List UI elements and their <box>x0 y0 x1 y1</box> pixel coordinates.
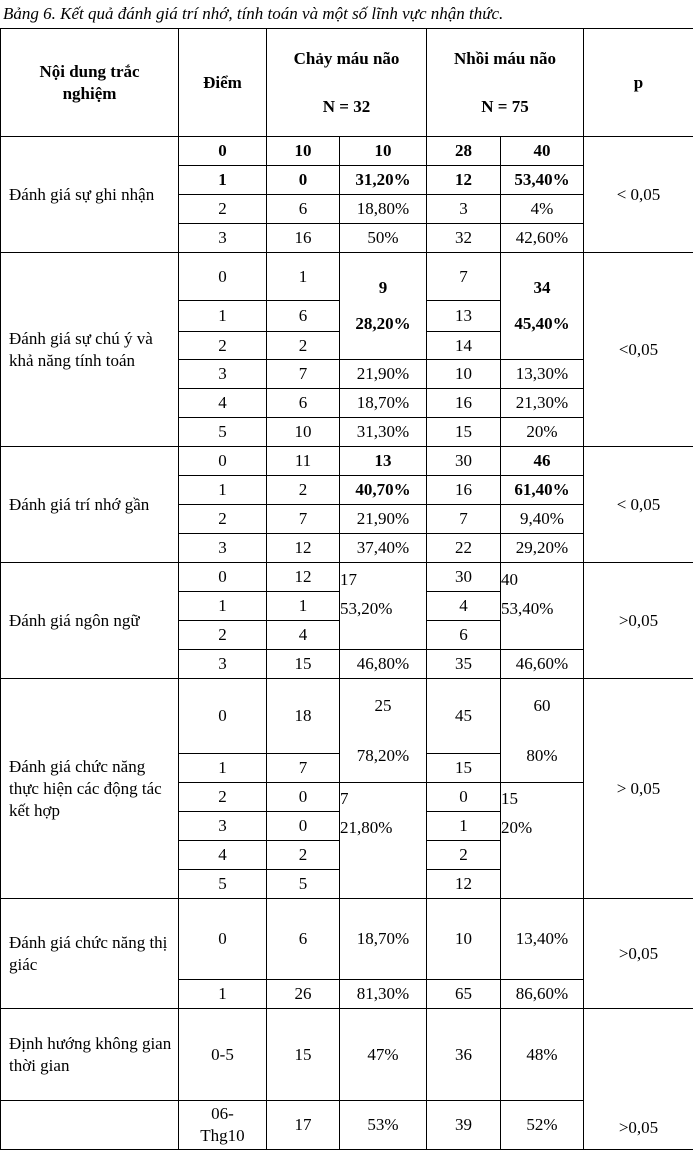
hemorrhage-percent: 31,20% <box>339 165 427 195</box>
hemorrhage-count: 4 <box>266 620 340 650</box>
score-cell: 1 <box>178 753 267 783</box>
infarction-percent: 86,60% <box>500 979 584 1009</box>
hemorrhage-percent: 50% <box>339 223 427 253</box>
hemorrhage-count: 2 <box>266 475 340 505</box>
score-cell: 1 <box>178 475 267 505</box>
group-label: Đánh giá sự ghi nhận <box>0 136 179 253</box>
infarction-percent: 46 <box>500 446 584 476</box>
infarction-count: 15 <box>426 417 501 447</box>
score-cell: 0 <box>178 136 267 166</box>
p-value: < 0,05 <box>583 446 693 563</box>
infarction-count: 16 <box>426 388 501 418</box>
hemorrhage-percent: 31,30% <box>339 417 427 447</box>
infarction-count: 16 <box>426 475 501 505</box>
group-label: Đánh giá ngôn ngữ <box>0 562 179 679</box>
infarction-count: 10 <box>426 359 501 389</box>
hemorrhage-count: 2 <box>266 840 340 870</box>
score-cell: 3 <box>178 223 267 253</box>
infarction-count: 12 <box>426 869 501 899</box>
hemorrhage-merged-percent: 25 78,20% <box>339 678 427 783</box>
infarction-merged-percent: 34 45,40% <box>500 252 584 360</box>
infarction-count: 15 <box>426 753 501 783</box>
infarction-percent: 46,60% <box>500 649 584 679</box>
score-cell: 2 <box>178 331 267 360</box>
score-cell: 3 <box>178 811 267 841</box>
score-cell: 2 <box>178 782 267 812</box>
hemorrhage-count: 12 <box>266 562 340 592</box>
hemorrhage-count: 18 <box>266 678 340 754</box>
hemorrhage-percent: 40,70% <box>339 475 427 505</box>
infarction-percent: 40 <box>500 136 584 166</box>
score-cell: 5 <box>178 417 267 447</box>
header-score: Điểm <box>178 28 267 137</box>
infarction-count: 14 <box>426 331 501 360</box>
infarction-count: 28 <box>426 136 501 166</box>
infarction-percent: 53,40% <box>500 165 584 195</box>
infarction-count: 45 <box>426 678 501 754</box>
infarction-percent: 42,60% <box>500 223 584 253</box>
infarction-percent: 4% <box>500 194 584 224</box>
infarction-percent: 9,40% <box>500 504 584 534</box>
score-cell: 0 <box>178 252 267 301</box>
hemorrhage-merged-percent-2: 7 21,80% <box>339 782 427 899</box>
table-caption: Bảng 6. Kết quả đánh giá trí nhớ, tính toán và một số lĩnh vực nhận thức. <box>3 4 504 23</box>
hemorrhage-percent: 10 <box>339 136 427 166</box>
score-cell: 3 <box>178 533 267 563</box>
hemorrhage-count: 0 <box>266 165 340 195</box>
score-cell: 1 <box>178 979 267 1009</box>
hemorrhage-count: 26 <box>266 979 340 1009</box>
group-label: Đánh giá chức năng thị giác <box>0 898 179 1009</box>
hemorrhage-count: 12 <box>266 533 340 563</box>
group-label-continuation <box>0 1100 179 1150</box>
infarction-count: 36 <box>426 1008 501 1101</box>
hemorrhage-percent: 18,70% <box>339 898 427 980</box>
hemorrhage-count: 6 <box>266 300 340 332</box>
score-cell: 1 <box>178 165 267 195</box>
infarction-count: 39 <box>426 1100 501 1150</box>
hemorrhage-count: 7 <box>266 753 340 783</box>
hemorrhage-count: 11 <box>266 446 340 476</box>
hemorrhage-count: 1 <box>266 252 340 301</box>
score-cell: 0 <box>178 562 267 592</box>
hemorrhage-merged-percent: 17 53,20% <box>339 562 427 650</box>
hemorrhage-percent: 37,40% <box>339 533 427 563</box>
hemorrhage-count: 7 <box>266 359 340 389</box>
infarction-count: 22 <box>426 533 501 563</box>
score-cell: 1 <box>178 591 267 621</box>
hemorrhage-count: 6 <box>266 194 340 224</box>
score-cell: 2 <box>178 194 267 224</box>
infarction-count: 12 <box>426 165 501 195</box>
hemorrhage-percent: 18,80% <box>339 194 427 224</box>
infarction-percent: 48% <box>500 1008 584 1101</box>
group-label: Đánh giá chức năng thực hiện các động tác kết hợp <box>0 678 179 899</box>
hemorrhage-count: 6 <box>266 388 340 418</box>
p-value: <0,05 <box>583 252 693 447</box>
hemorrhage-count: 17 <box>266 1100 340 1150</box>
infarction-percent: 21,30% <box>500 388 584 418</box>
header-infarction: Nhồi máu não N = 75 <box>426 28 584 137</box>
infarction-count: 7 <box>426 252 501 301</box>
infarction-percent: 13,30% <box>500 359 584 389</box>
score-cell: 5 <box>178 869 267 899</box>
infarction-merged-percent: 40 53,40% <box>500 562 584 650</box>
infarction-percent: 29,20% <box>500 533 584 563</box>
hemorrhage-percent: 47% <box>339 1008 427 1101</box>
score-cell: 0 <box>178 898 267 980</box>
header-p: p <box>583 28 693 137</box>
hemorrhage-percent: 46,80% <box>339 649 427 679</box>
infarction-count: 65 <box>426 979 501 1009</box>
hemorrhage-count: 1 <box>266 591 340 621</box>
score-cell: 0 <box>178 446 267 476</box>
infarction-percent: 52% <box>500 1100 584 1150</box>
hemorrhage-percent: 21,90% <box>339 504 427 534</box>
hemorrhage-count: 0 <box>266 811 340 841</box>
infarction-count: 35 <box>426 649 501 679</box>
hemorrhage-percent: 53% <box>339 1100 427 1150</box>
hemorrhage-count: 5 <box>266 869 340 899</box>
hemorrhage-count: 15 <box>266 1008 340 1101</box>
score-cell: 0-5 <box>178 1008 267 1101</box>
score-cell: 1 <box>178 300 267 332</box>
p-value: < 0,05 <box>583 136 693 253</box>
hemorrhage-percent: 13 <box>339 446 427 476</box>
infarction-count: 3 <box>426 194 501 224</box>
hemorrhage-merged-percent: 9 28,20% <box>339 252 427 360</box>
infarction-percent: 20% <box>500 417 584 447</box>
score-cell: 4 <box>178 388 267 418</box>
infarction-count: 2 <box>426 840 501 870</box>
infarction-count: 4 <box>426 591 501 621</box>
infarction-count: 0 <box>426 782 501 812</box>
infarction-count: 6 <box>426 620 501 650</box>
hemorrhage-count: 10 <box>266 417 340 447</box>
infarction-percent: 61,40% <box>500 475 584 505</box>
group-label: Đánh giá trí nhớ gần <box>0 446 179 563</box>
infarction-percent: 13,40% <box>500 898 584 980</box>
p-value: >0,05 <box>583 562 693 679</box>
p-value: >0,05 <box>583 898 693 1009</box>
hemorrhage-count: 0 <box>266 782 340 812</box>
hemorrhage-count: 10 <box>266 136 340 166</box>
score-cell: 3 <box>178 649 267 679</box>
hemorrhage-count: 15 <box>266 649 340 679</box>
p-value: >0,05 <box>583 1008 693 1150</box>
score-cell: 3 <box>178 359 267 389</box>
infarction-count: 1 <box>426 811 501 841</box>
hemorrhage-percent: 18,70% <box>339 388 427 418</box>
p-value: > 0,05 <box>583 678 693 899</box>
infarction-count: 13 <box>426 300 501 332</box>
hemorrhage-count: 6 <box>266 898 340 980</box>
hemorrhage-count: 7 <box>266 504 340 534</box>
group-label: Đánh giá sự chú ý và khả năng tính toán <box>0 252 179 447</box>
hemorrhage-percent: 21,90% <box>339 359 427 389</box>
infarction-count: 32 <box>426 223 501 253</box>
hemorrhage-count: 16 <box>266 223 340 253</box>
score-cell: 2 <box>178 620 267 650</box>
score-cell: 2 <box>178 504 267 534</box>
infarction-merged-percent-2: 15 20% <box>500 782 584 899</box>
score-cell: 4 <box>178 840 267 870</box>
infarction-merged-percent: 60 80% <box>500 678 584 783</box>
score-cell: 0 <box>178 678 267 754</box>
header-hemorrhage: Chảy máu não N = 32 <box>266 28 427 137</box>
infarction-count: 30 <box>426 562 501 592</box>
infarction-count: 7 <box>426 504 501 534</box>
infarction-count: 30 <box>426 446 501 476</box>
infarction-count: 10 <box>426 898 501 980</box>
header-content: Nội dung trắc nghiệm <box>0 28 179 137</box>
group-label: Định hướng không gian thời gian <box>0 1008 179 1101</box>
hemorrhage-count: 2 <box>266 331 340 360</box>
hemorrhage-percent: 81,30% <box>339 979 427 1009</box>
score-cell: 06- Thg10 <box>178 1100 267 1150</box>
